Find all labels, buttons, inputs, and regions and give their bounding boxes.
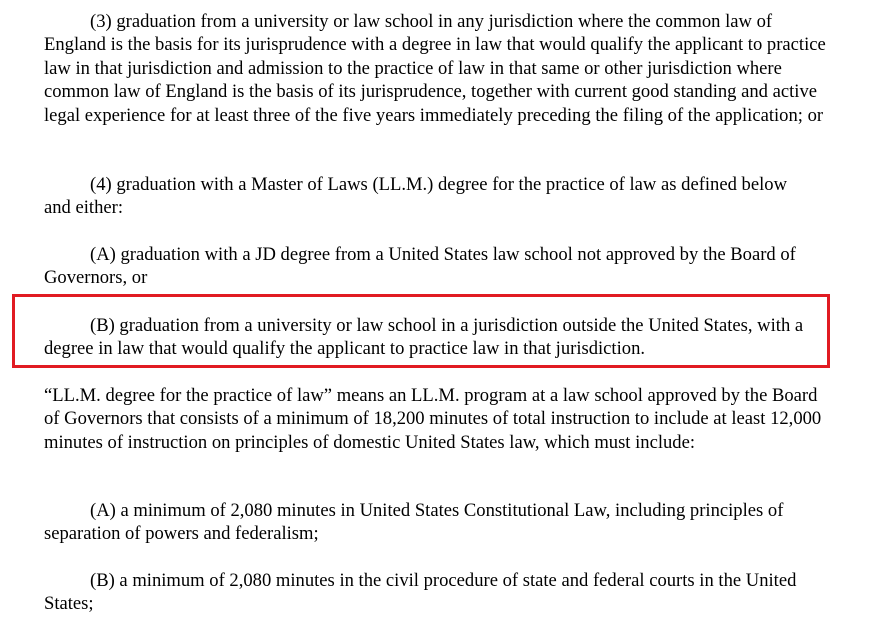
paragraph-b-civil-procedure-text: (B) a minimum of 2,080 minutes in the civil procedure of state and federal courts in the United States; [44, 570, 797, 615]
paragraph-a-constitutional-text: (A) a minimum of 2,080 minutes in United States Constitutional Law, including principles of separation of powers and federalism; [44, 500, 784, 545]
paragraph-b-highlighted [44, 314, 834, 361]
paragraph-3-text: (3) graduation from a university or law school in any jurisdiction where the common law of England is the basis for its jurisprudence with a degree in law that would qualify the applicant to practice law in that jurisdiction and admission to the practice of law in that same or other jurisdiction where common law of England is the basis of its jurisprudence, together with current good standing and active legal experience for at least three of the five years immediately preceding the filing of the application; or [44, 11, 826, 126]
paragraph-4-text: (4) graduation with a Master of Laws (LL.M.) degree for the practice of law as defined below and either: [44, 174, 787, 219]
paragraph-4 [44, 173, 804, 220]
paragraph-a-text: (A) graduation with a JD degree from a United States law school not approved by the Board of Governors, or [44, 244, 796, 289]
paragraph-a-constitutional [44, 499, 834, 546]
paragraph-b-text: (B) graduation from a university or law school in a jurisdiction outside the United States, with a degree in law that would qualify the applicant to practice law in that jurisdiction. [44, 315, 804, 360]
paragraph-b-civil-procedure [44, 569, 834, 616]
llm-definition-paragraph [44, 384, 834, 454]
llm-definition-text: “LL.M. degree for the practice of law” means an LL.M. program at a law school approved by the Board of Governors that consists of a minimum of 18,200 minutes of total instruction to include at least 12,000 minutes of instruction on principles of domestic United States law, which must include: [44, 385, 822, 453]
paragraph-a [44, 243, 804, 290]
paragraph-3 [44, 10, 834, 127]
